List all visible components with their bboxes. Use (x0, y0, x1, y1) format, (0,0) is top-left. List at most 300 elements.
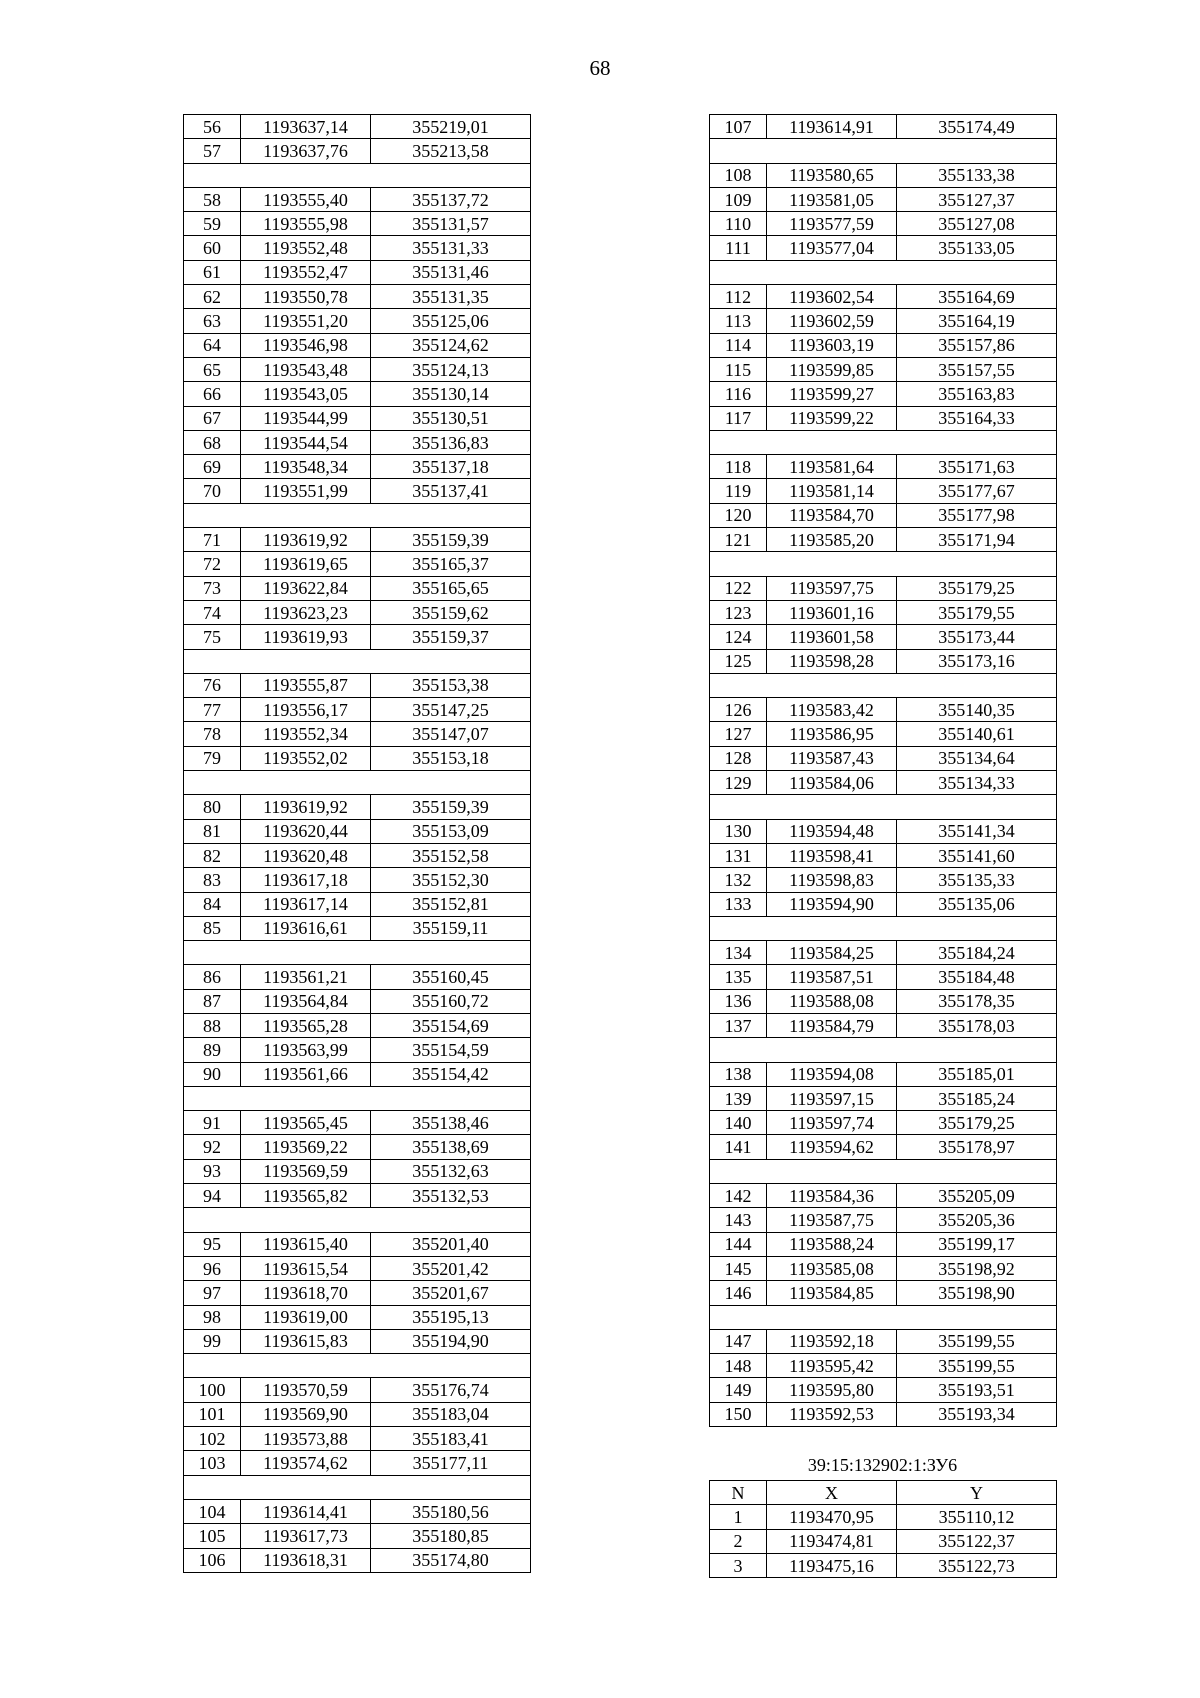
separator-row (710, 1038, 1057, 1062)
y-coordinate-cell: 355163,83 (897, 382, 1057, 406)
x-coordinate-cell: 1193597,74 (767, 1111, 897, 1135)
separator-cell (184, 163, 531, 187)
point-number-cell: 124 (710, 625, 767, 649)
separator-row (184, 941, 531, 965)
point-number-cell: 67 (184, 406, 241, 430)
table-row (184, 430, 531, 454)
separator-row (710, 1159, 1057, 1183)
point-number-cell: 61 (184, 260, 241, 284)
x-coordinate-cell: 1193617,73 (241, 1524, 371, 1548)
x-coordinate-cell: 1193587,51 (767, 965, 897, 989)
y-coordinate-cell: 355131,46 (371, 260, 531, 284)
separator-row (184, 163, 531, 187)
point-number-cell: 142 (710, 1184, 767, 1208)
table-row (710, 1354, 1057, 1378)
point-number-cell: 140 (710, 1111, 767, 1135)
point-number-cell: 62 (184, 285, 241, 309)
point-number-cell: 141 (710, 1135, 767, 1159)
y-coordinate-cell: 355213,58 (371, 139, 531, 163)
separator-cell (184, 1475, 531, 1499)
x-coordinate-cell: 1193622,84 (241, 576, 371, 600)
table-row (710, 1378, 1057, 1402)
y-coordinate-cell: 355159,62 (371, 600, 531, 624)
point-number-cell: 80 (184, 795, 241, 819)
table-row (710, 722, 1057, 746)
y-coordinate-cell: 355125,06 (371, 309, 531, 333)
x-coordinate-cell: 1193552,47 (241, 260, 371, 284)
y-coordinate-cell: 355176,74 (371, 1378, 531, 1402)
x-coordinate-cell: 1193617,14 (241, 892, 371, 916)
separator-cell (184, 1354, 531, 1378)
table-row (710, 333, 1057, 357)
y-coordinate-cell: 355147,25 (371, 698, 531, 722)
x-coordinate-cell: 1193585,20 (767, 528, 897, 552)
y-coordinate-cell: 355141,60 (897, 843, 1057, 867)
x-coordinate-cell: 1193555,98 (241, 212, 371, 236)
separator-row (184, 1354, 531, 1378)
table-row (184, 285, 531, 309)
x-coordinate-cell: 1193581,05 (767, 187, 897, 211)
x-coordinate-cell: 1193615,40 (241, 1232, 371, 1256)
point-number-cell: 120 (710, 503, 767, 527)
table-row (710, 965, 1057, 989)
y-coordinate-cell: 355130,14 (371, 382, 531, 406)
separator-cell (710, 139, 1057, 163)
table-row (710, 285, 1057, 309)
x-coordinate-cell: 1193561,66 (241, 1062, 371, 1086)
point-number-cell: 128 (710, 746, 767, 770)
x-coordinate-cell: 1193584,25 (767, 941, 897, 965)
x-coordinate-cell: 1193584,06 (767, 771, 897, 795)
separator-row (710, 552, 1057, 576)
coordinates-table-left-body (184, 115, 531, 1573)
table-row (710, 1135, 1057, 1159)
point-number-cell: 109 (710, 187, 767, 211)
separator-row (710, 139, 1057, 163)
point-number-cell: 94 (184, 1184, 241, 1208)
coordinates-table-zu6-body (710, 1481, 1057, 1578)
x-coordinate-cell: 1193552,48 (241, 236, 371, 260)
separator-row (710, 430, 1057, 454)
x-coordinate-cell: 1193569,22 (241, 1135, 371, 1159)
table-row (710, 1402, 1057, 1426)
x-coordinate-cell: 1193594,62 (767, 1135, 897, 1159)
point-number-cell: 107 (710, 115, 767, 139)
point-number-cell: 119 (710, 479, 767, 503)
table-row (184, 795, 531, 819)
x-coordinate-cell: 1193584,79 (767, 1013, 897, 1037)
point-number-cell: 108 (710, 163, 767, 187)
point-number-cell: 121 (710, 528, 767, 552)
table-row (184, 1013, 531, 1037)
table-row (710, 649, 1057, 673)
point-number-cell: 106 (184, 1548, 241, 1572)
table-row (184, 576, 531, 600)
x-coordinate-cell: 1193598,83 (767, 868, 897, 892)
x-coordinate-cell: 1193551,99 (241, 479, 371, 503)
table-row (710, 357, 1057, 381)
y-coordinate-cell: 355160,72 (371, 989, 531, 1013)
x-coordinate-cell: 1193580,65 (767, 163, 897, 187)
x-coordinate-cell: 1193584,70 (767, 503, 897, 527)
y-coordinate-cell: 355133,38 (897, 163, 1057, 187)
separator-row (710, 795, 1057, 819)
point-number-cell: 150 (710, 1402, 767, 1426)
table-row (184, 406, 531, 430)
point-number-cell: 83 (184, 868, 241, 892)
table-row (184, 455, 531, 479)
point-number-cell: 112 (710, 285, 767, 309)
table-row (184, 819, 531, 843)
y-coordinate-cell: 355152,58 (371, 843, 531, 867)
x-coordinate-cell: 1193570,59 (241, 1378, 371, 1402)
point-number-cell: 138 (710, 1062, 767, 1086)
column-header: X (767, 1481, 897, 1505)
table-row (184, 1451, 531, 1475)
table-row (184, 1329, 531, 1353)
point-number-cell: 75 (184, 625, 241, 649)
point-number-cell: 135 (710, 965, 767, 989)
x-coordinate-cell: 1193587,43 (767, 746, 897, 770)
coordinates-table-zu6 (709, 1480, 1057, 1578)
y-coordinate-cell: 355219,01 (371, 115, 531, 139)
x-coordinate-cell: 1193581,14 (767, 479, 897, 503)
y-coordinate-cell: 355179,25 (897, 1111, 1057, 1135)
point-number-cell: 57 (184, 139, 241, 163)
point-number-cell: 88 (184, 1013, 241, 1037)
point-number-cell: 123 (710, 600, 767, 624)
table-row (710, 212, 1057, 236)
table-row (184, 1548, 531, 1572)
point-number-cell: 76 (184, 673, 241, 697)
table-row (710, 1184, 1057, 1208)
x-coordinate-cell: 1193584,85 (767, 1281, 897, 1305)
y-coordinate-cell: 355137,41 (371, 479, 531, 503)
table-row (184, 528, 531, 552)
y-coordinate-cell: 355201,67 (371, 1281, 531, 1305)
x-coordinate-cell: 1193565,82 (241, 1184, 371, 1208)
x-coordinate-cell: 1193601,58 (767, 625, 897, 649)
x-coordinate-cell: 1193614,41 (241, 1499, 371, 1523)
table-row (710, 1111, 1057, 1135)
table-row (184, 1062, 531, 1086)
table-row (710, 576, 1057, 600)
y-coordinate-cell: 355159,39 (371, 528, 531, 552)
x-coordinate-cell: 1193614,91 (767, 115, 897, 139)
table-row (710, 771, 1057, 795)
table-row (184, 600, 531, 624)
x-coordinate-cell: 1193474,81 (767, 1529, 897, 1553)
x-coordinate-cell: 1193543,05 (241, 382, 371, 406)
table-row (184, 1427, 531, 1451)
coordinates-table-left (183, 114, 531, 1573)
point-number-cell: 78 (184, 722, 241, 746)
y-coordinate-cell: 355177,98 (897, 503, 1057, 527)
point-number-cell: 139 (710, 1086, 767, 1110)
y-coordinate-cell: 355131,33 (371, 236, 531, 260)
point-number-cell: 118 (710, 455, 767, 479)
y-coordinate-cell: 355110,12 (897, 1505, 1057, 1529)
table-row (184, 722, 531, 746)
table-row (184, 1038, 531, 1062)
point-number-cell: 77 (184, 698, 241, 722)
table-row (710, 187, 1057, 211)
x-coordinate-cell: 1193602,54 (767, 285, 897, 309)
point-number-cell: 1 (710, 1505, 767, 1529)
y-coordinate-cell: 355127,08 (897, 212, 1057, 236)
x-coordinate-cell: 1193594,48 (767, 819, 897, 843)
separator-row (710, 673, 1057, 697)
y-coordinate-cell: 355177,67 (897, 479, 1057, 503)
x-coordinate-cell: 1193594,08 (767, 1062, 897, 1086)
table-row (184, 382, 531, 406)
y-coordinate-cell: 355171,94 (897, 528, 1057, 552)
y-coordinate-cell: 355164,33 (897, 406, 1057, 430)
y-coordinate-cell: 355124,62 (371, 333, 531, 357)
x-coordinate-cell: 1193619,92 (241, 528, 371, 552)
y-coordinate-cell: 355199,17 (897, 1232, 1057, 1256)
y-coordinate-cell: 355180,85 (371, 1524, 531, 1548)
x-coordinate-cell: 1193581,64 (767, 455, 897, 479)
table-row (710, 892, 1057, 916)
point-number-cell: 132 (710, 868, 767, 892)
y-coordinate-cell: 355171,63 (897, 455, 1057, 479)
y-coordinate-cell: 355131,35 (371, 285, 531, 309)
point-number-cell: 69 (184, 455, 241, 479)
point-number-cell: 71 (184, 528, 241, 552)
table-row (710, 236, 1057, 260)
point-number-cell: 101 (184, 1402, 241, 1426)
point-number-cell: 144 (710, 1232, 767, 1256)
x-coordinate-cell: 1193574,62 (241, 1451, 371, 1475)
y-coordinate-cell: 355159,39 (371, 795, 531, 819)
point-number-cell: 147 (710, 1329, 767, 1353)
x-coordinate-cell: 1193592,18 (767, 1329, 897, 1353)
point-number-cell: 90 (184, 1062, 241, 1086)
x-coordinate-cell: 1193599,27 (767, 382, 897, 406)
y-coordinate-cell: 355159,11 (371, 916, 531, 940)
y-coordinate-cell: 355173,44 (897, 625, 1057, 649)
table-header-row (710, 1481, 1057, 1505)
table-row (184, 552, 531, 576)
point-number-cell: 73 (184, 576, 241, 600)
x-coordinate-cell: 1193577,59 (767, 212, 897, 236)
table-row (710, 406, 1057, 430)
x-coordinate-cell: 1193619,00 (241, 1305, 371, 1329)
x-coordinate-cell: 1193601,16 (767, 600, 897, 624)
point-number-cell: 102 (184, 1427, 241, 1451)
separator-row (710, 916, 1057, 940)
y-coordinate-cell: 355183,41 (371, 1427, 531, 1451)
point-number-cell: 64 (184, 333, 241, 357)
table-row (184, 115, 531, 139)
point-number-cell: 97 (184, 1281, 241, 1305)
y-coordinate-cell: 355173,16 (897, 649, 1057, 673)
separator-row (710, 260, 1057, 284)
x-coordinate-cell: 1193550,78 (241, 285, 371, 309)
x-coordinate-cell: 1193565,28 (241, 1013, 371, 1037)
x-coordinate-cell: 1193561,21 (241, 965, 371, 989)
x-coordinate-cell: 1193470,95 (767, 1505, 897, 1529)
table-row (184, 1524, 531, 1548)
table-row (710, 1553, 1057, 1577)
y-coordinate-cell: 355138,46 (371, 1111, 531, 1135)
y-coordinate-cell: 355198,90 (897, 1281, 1057, 1305)
point-number-cell: 99 (184, 1329, 241, 1353)
point-number-cell: 130 (710, 819, 767, 843)
y-coordinate-cell: 355147,07 (371, 722, 531, 746)
separator-cell (184, 649, 531, 673)
point-number-cell: 143 (710, 1208, 767, 1232)
point-number-cell: 111 (710, 236, 767, 260)
table-row (184, 625, 531, 649)
table-row (710, 843, 1057, 867)
point-number-cell: 125 (710, 649, 767, 673)
y-coordinate-cell: 355141,34 (897, 819, 1057, 843)
y-coordinate-cell: 355153,38 (371, 673, 531, 697)
table-row (710, 1529, 1057, 1553)
x-coordinate-cell: 1193569,90 (241, 1402, 371, 1426)
y-coordinate-cell: 355194,90 (371, 1329, 531, 1353)
table-row (184, 333, 531, 357)
x-coordinate-cell: 1193548,34 (241, 455, 371, 479)
point-number-cell: 149 (710, 1378, 767, 1402)
y-coordinate-cell: 355157,86 (897, 333, 1057, 357)
parcel-caption: 39:15:132902:1:ЗУ6 (807, 1455, 958, 1475)
table-row (184, 1402, 531, 1426)
y-coordinate-cell: 355154,42 (371, 1062, 531, 1086)
separator-cell (184, 941, 531, 965)
x-coordinate-cell: 1193619,65 (241, 552, 371, 576)
x-coordinate-cell: 1193552,02 (241, 746, 371, 770)
y-coordinate-cell: 355199,55 (897, 1354, 1057, 1378)
point-number-cell: 136 (710, 989, 767, 1013)
x-coordinate-cell: 1193597,75 (767, 576, 897, 600)
x-coordinate-cell: 1193603,19 (767, 333, 897, 357)
point-number-cell: 134 (710, 941, 767, 965)
x-coordinate-cell: 1193556,17 (241, 698, 371, 722)
table-row (184, 187, 531, 211)
coordinates-table-right-body (710, 115, 1057, 1427)
y-coordinate-cell: 355152,81 (371, 892, 531, 916)
y-coordinate-cell: 355184,48 (897, 965, 1057, 989)
table-row (710, 1281, 1057, 1305)
y-coordinate-cell: 355134,33 (897, 771, 1057, 795)
y-coordinate-cell: 355185,24 (897, 1086, 1057, 1110)
point-number-cell: 84 (184, 892, 241, 916)
table-row (184, 916, 531, 940)
x-coordinate-cell: 1193564,84 (241, 989, 371, 1013)
x-coordinate-cell: 1193584,36 (767, 1184, 897, 1208)
x-coordinate-cell: 1193602,59 (767, 309, 897, 333)
x-coordinate-cell: 1193565,45 (241, 1111, 371, 1135)
point-number-cell: 110 (710, 212, 767, 236)
x-coordinate-cell: 1193592,53 (767, 1402, 897, 1426)
y-coordinate-cell: 355138,69 (371, 1135, 531, 1159)
separator-cell (184, 1208, 531, 1232)
table-row (710, 115, 1057, 139)
coordinates-table-right (709, 114, 1057, 1427)
x-coordinate-cell: 1193552,34 (241, 722, 371, 746)
x-coordinate-cell: 1193577,04 (767, 236, 897, 260)
separator-cell (710, 1038, 1057, 1062)
y-coordinate-cell: 355135,06 (897, 892, 1057, 916)
x-coordinate-cell: 1193598,41 (767, 843, 897, 867)
x-coordinate-cell: 1193569,59 (241, 1159, 371, 1183)
x-coordinate-cell: 1193544,54 (241, 430, 371, 454)
table-row (184, 1256, 531, 1280)
point-number-cell: 93 (184, 1159, 241, 1183)
y-coordinate-cell: 355178,35 (897, 989, 1057, 1013)
point-number-cell: 133 (710, 892, 767, 916)
table-row (710, 528, 1057, 552)
table-row (184, 139, 531, 163)
x-coordinate-cell: 1193544,99 (241, 406, 371, 430)
table-row (184, 1232, 531, 1256)
point-number-cell: 91 (184, 1111, 241, 1135)
separator-cell (710, 1305, 1057, 1329)
point-number-cell: 72 (184, 552, 241, 576)
table-row (184, 1378, 531, 1402)
x-coordinate-cell: 1193616,61 (241, 916, 371, 940)
table-row (710, 1013, 1057, 1037)
y-coordinate-cell: 355205,36 (897, 1208, 1057, 1232)
y-coordinate-cell: 355201,40 (371, 1232, 531, 1256)
point-number-cell: 145 (710, 1256, 767, 1280)
table-row (710, 868, 1057, 892)
point-number-cell: 129 (710, 771, 767, 795)
x-coordinate-cell: 1193598,28 (767, 649, 897, 673)
x-coordinate-cell: 1193551,20 (241, 309, 371, 333)
x-coordinate-cell: 1193617,18 (241, 868, 371, 892)
point-number-cell: 66 (184, 382, 241, 406)
y-coordinate-cell: 355180,56 (371, 1499, 531, 1523)
x-coordinate-cell: 1193594,90 (767, 892, 897, 916)
point-number-cell: 89 (184, 1038, 241, 1062)
page-number: 68 (589, 56, 611, 80)
point-number-cell: 74 (184, 600, 241, 624)
separator-row (710, 1305, 1057, 1329)
table-row (184, 1184, 531, 1208)
table-row (710, 1256, 1057, 1280)
x-coordinate-cell: 1193618,70 (241, 1281, 371, 1305)
y-coordinate-cell: 355159,37 (371, 625, 531, 649)
point-number-cell: 81 (184, 819, 241, 843)
y-coordinate-cell: 355179,25 (897, 576, 1057, 600)
table-row (710, 1086, 1057, 1110)
table-row (710, 941, 1057, 965)
x-coordinate-cell: 1193637,14 (241, 115, 371, 139)
y-coordinate-cell: 355132,53 (371, 1184, 531, 1208)
x-coordinate-cell: 1193555,40 (241, 187, 371, 211)
point-number-cell: 63 (184, 309, 241, 333)
y-coordinate-cell: 355154,69 (371, 1013, 531, 1037)
point-number-cell: 56 (184, 115, 241, 139)
table-row (710, 1208, 1057, 1232)
table-row (710, 479, 1057, 503)
table-row (710, 1505, 1057, 1529)
table-row (184, 1135, 531, 1159)
x-coordinate-cell: 1193620,44 (241, 819, 371, 843)
y-coordinate-cell: 355183,04 (371, 1402, 531, 1426)
point-number-cell: 117 (710, 406, 767, 430)
table-row (184, 892, 531, 916)
y-coordinate-cell: 355193,34 (897, 1402, 1057, 1426)
table-row (184, 260, 531, 284)
x-coordinate-cell: 1193563,99 (241, 1038, 371, 1062)
point-number-cell: 98 (184, 1305, 241, 1329)
separator-cell (184, 771, 531, 795)
